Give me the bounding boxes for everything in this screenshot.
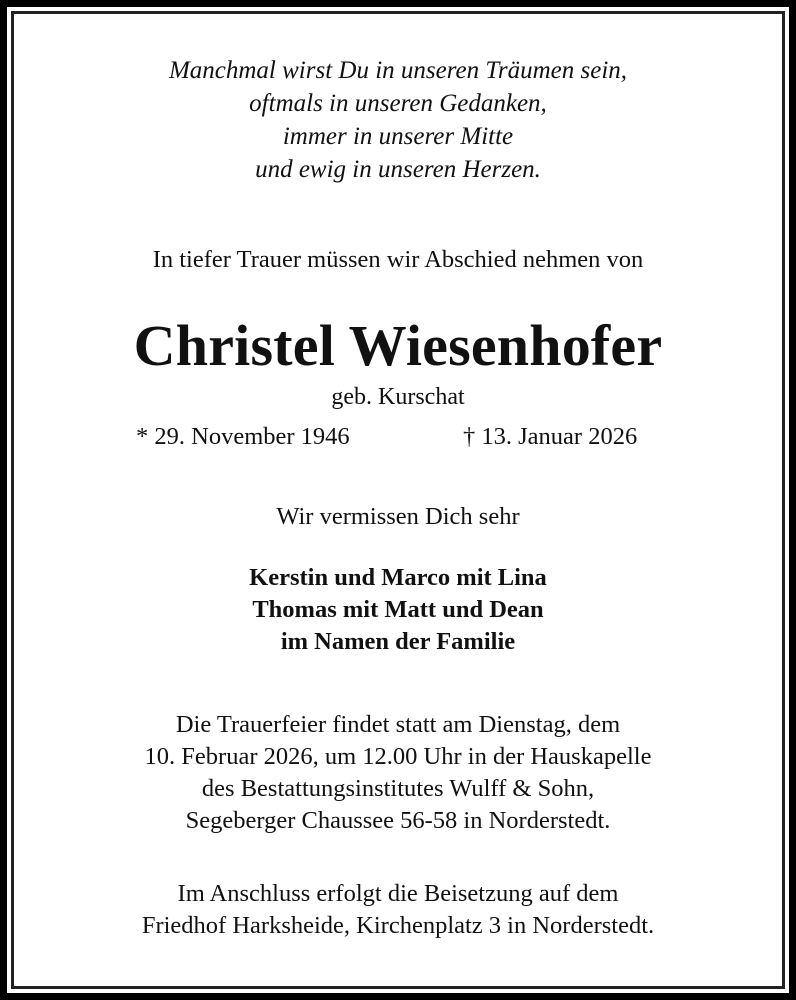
service-line: 10. Februar 2026, um 12.00 Uhr in der Hauskapelle (144, 743, 652, 770)
burial-line: Friedhof Harksheide, Kirchenplatz 3 in Norderstedt. (141, 912, 655, 939)
family-line: Thomas mit Matt und Dean (252, 596, 544, 623)
service-line: des Bestattungsinstitutes Wulff & Sohn, (201, 775, 595, 802)
maiden-name: geb. Kurschat (331, 384, 465, 410)
poem-line: immer in unserer Mitte (282, 123, 514, 150)
memorial-poem (0, 54, 796, 186)
deceased-name: Christel Wiesenhofer (133, 313, 663, 378)
intro-text: In tiefer Trauer müssen wir Abschied nehmen von (152, 246, 644, 273)
family-line: Kerstin und Marco mit Lina (249, 564, 547, 591)
poem-line: und ewig in unseren Herzen. (255, 156, 541, 183)
funeral-service-info (0, 709, 796, 837)
poem-line: Manchmal wirst Du in unseren Träumen sein, (168, 57, 628, 84)
service-line: Die Trauerfeier findet statt am Dienstag, dem (175, 711, 621, 738)
birth-date: * 29. November 1946 (136, 423, 350, 450)
burial-info (0, 878, 796, 942)
family-signatures (0, 562, 796, 658)
family-line: im Namen der Familie (280, 628, 516, 655)
burial-line: Im Anschluss erfolgt die Beisetzung auf dem (177, 880, 619, 907)
poem-line: oftmals in unseren Gedanken, (249, 90, 547, 117)
miss-line: Wir vermissen Dich sehr (276, 503, 520, 530)
service-line: Segeberger Chaussee 56-58 in Norderstedt. (185, 807, 611, 834)
death-date: † 13. Januar 2026 (463, 423, 638, 450)
